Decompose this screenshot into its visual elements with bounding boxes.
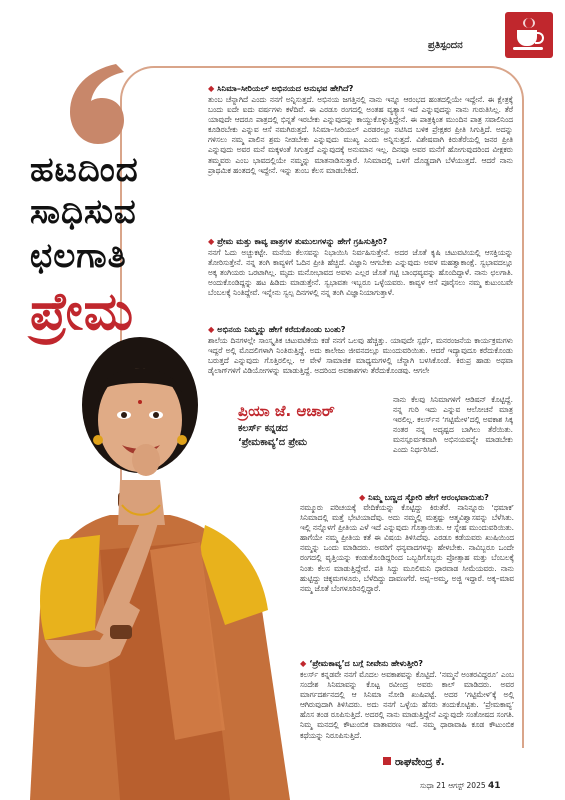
- question-2: ◆ ಪ್ರೇಮ ಮತ್ತು ಕಾವ್ಯ ಪಾತ್ರಗಳ ತುಮುಲಗಳನ್ನು ಹೇಗೆ ಗ್ರಹಿಸುತ್ತೀರಿ?: [208, 236, 388, 246]
- question-1: ◆ ಸಿನಿಮಾ–ಸೀರಿಯಲ್ ಅಭಿನಯದ ಅನುಭವ ಹೇಗಿದೆ?: [208, 83, 354, 93]
- profile-card: [238, 402, 388, 448]
- actress-name: ಪ್ರಿಯಾ ಜೆ. ಆಚಾರ್: [238, 402, 335, 420]
- question-2-text: ಪ್ರೇಮ ಮತ್ತು ಕಾವ್ಯ ಪಾತ್ರಗಳ ತುಮುಲಗಳನ್ನು ಹೇಗೆ ಗ್ರಹಿಸುತ್ತೀರಿ?: [217, 236, 388, 246]
- headline-line-1: ಹಟದಿಂದ: [30, 150, 139, 190]
- magazine-name: ಸುಧಾ: [420, 781, 434, 790]
- answer-3-part-2: ನಾನು ಕೆಲವು ಸಿನಿಮಾಗಳಿಗೆ ಆಡಿಷನ್ ಕೊಟ್ಟಿದ್ದೆ. ನನ್ನ ಗುರಿ ಇದು ಎನ್ನುವ ಆಲೋಚನೆ ಮಾತ್ರ ಇರಲಿಲ್ಲ. ಕಲರ್ಸ್‌ನ ‘ಗಟ್ಟಿಮೇಳ’ದಲ್ಲಿ ಅವಕಾಶ ಸಿಕ್ಕ ನಂತರ ನನ್ನ ಅದೃಷ್ಟದ ಬಾಗಿಲು ತೆರೆಯಿತು. ಮನಸ್ಪೂರ್ವಕವಾಗಿ ಅಭಿನಯವನ್ನೇ ಮಾಡಬೇಕು ಎಂದು ನಿರ್ಧರಿಸಿದೆ.: [393, 395, 513, 455]
- actress-role-line-2: ‘ಪ್ರೇಮಕಾವ್ಯ’ದ ಪ್ರೇಮ: [238, 437, 308, 448]
- answer-5: ಕಲರ್ಸ್ ಕನ್ನಡವೇ ನನಗೆ ಮೊದಲ ಅವಕಾಶವನ್ನು ಕೊಟ್ಟಿದೆ. ‘ನಮ್ಮನೆ ಅಂತರವಿದ್ದರೂ’ ಎಂಬ ಸಂದೇಶ ಸಿನಿಮಾವನ್ನು ಕೊಟ್ಟ ರವೀಂದ್ರ ಅವರು ಕಾಲ್ ಮಾಡಿದರು. ಅವರ ಮಾರ್ಗದರ್ಶನದಲ್ಲಿ ಆ ಸಿನಿಮಾ ನೋಡಿ ಖುಷಿಪಟ್ಟೆ. ಅದರ ‘ಗಟ್ಟಿಮೇಳ’ಕ್ಕೆ ಅಲ್ಲಿ ಆಗಿರುವುದಾಗಿ ತಿಳಿಸಿದರು. ಅದು ನನಗೆ ಒಳ್ಳೆಯ ಹೆಸರು ತಂದುಕೊಟ್ಟಿತು. ‘ಪ್ರೇಮಕಾವ್ಯ’ ಹೊಸ ತಂಡ ರೂಪಿಸುತ್ತಿದೆ. ಅದರಲ್ಲಿ ನಾನು ಮಾಡುತ್ತಿದ್ದೇನೆ ಎನ್ನುವುದೇ ಸಂತೋಷದ ಸಂಗತಿ. ನಿಮ್ಮ ಮನದಲ್ಲಿ ಕೌಟುಂಬಿಕ ವಾತಾವರಣ ಇದೆ. ನಮ್ಮ ಧಾರಾವಾಹಿ ಕೂಡ ಕೌಟುಂಬಿಕ ಕಥೆಯನ್ನು ನಿರೂಪಿಸುತ್ತಿದೆ.: [300, 670, 514, 740]
- question-4: ◆ ನಿಮ್ಮ ಬಣ್ಣದ ಸ್ಟೋರಿ ಹೇಗೆ ಆರಂಭವಾಯಿತು?: [359, 492, 489, 502]
- page-number: 41: [488, 781, 501, 791]
- answer-2: ನನಗೆ ಓದು ಅಚ್ಚುಕಟ್ಟೇ. ಮನೆಯ ಕೆಲಸವನ್ನು ನಿಭಾಯಿಸಿ ನಿರ್ವಹಿಸುತ್ತೇನೆ. ಅದರ ಜೊತೆ ಕೃಷಿ ಚಟುವಟಿಯಲ್ಲಿ ಆಸಕ್ತಿಯನ್ನು ತೋರಿಸುತ್ತೇನೆ. ನನ್ನ ತಂಗಿ ಕಾವ್ಯಳಿಗೆ ಓದಿನ ಪ್ರೀತಿ ಹೆಚ್ಚಿದೆ. ವಿಜ್ಞಾನಿ ಆಗಬೇಕು ಎನ್ನುವುದು ಅವಳ ಮಹತ್ವಾಕಾಂಕ್ಷೆ. ಸ್ವಭಾವದಲ್ಲೂ ಅಕ್ಕ ತಂಗಿಯರು ಒರಟಾಗಿಲ್ಲ. ಮೃದು ಮನೋಭಾವದ ಅವಳು ಎಲ್ಲರ ಜೊತೆ ಗಟ್ಟಿ ಬಾಂಧವ್ಯವನ್ನು ಹೊಂದಿದ್ದಾಳೆ. ನಾನು ಛಲಗಾತಿ. ಅಂದುಕೊಂಡಿದ್ದನ್ನು ಹಟ ಹಿಡಿದು ಮಾಡುತ್ತೇನೆ. ಸ್ವಭಾವತಃ ಇಬ್ಬರೂ ಒಳ್ಳೆಯವರು. ಕಾವ್ಯಳ ಆಸೆ ಪೂರೈಸಲು ನಮ್ಮ ಕುಟುಂಬವೇ ಬೆಂಬಲಕ್ಕೆ ನಿಂತಿದ್ದೇವೆ. ಇನ್ನೇನು ಸ್ವಲ್ಪ ದಿನಗಳಲ್ಲಿ ನನ್ನ ತಂಗಿ ವಿಜ್ಞಾನಿಯಾಗುತ್ತಾಳೆ.: [208, 248, 513, 298]
- quote-mark-icon: [58, 58, 132, 150]
- answer-4: ನಮ್ಮೂರು ಪರಿಚಯಕ್ಕೆ ವೇದಿಕೆಯನ್ನು ಕೊಟ್ಟಿದ್ದು ಕಿರುತೆರೆ. ನಾನಿನ್ನೂರು ‘ಧಮಾಕ’ ಸಿನಿಮಾದಲ್ಲಿ ಮತ್ತೆ ಭೇಟಿಯಾದೆವು. ಅದು ನಮ್ಮಲ್ಲಿ ಮತ್ತಷ್ಟು ಆತ್ಮವಿಶ್ವಾಸವನ್ನು ಬೆಳೆಸಿತು. ಇಲ್ಲಿ ನನ್ನೊಳಗೆ ಪ್ರೀತಿಯ ಎಳೆ ಇದೆ ಎನ್ನುವುದು ಗೊತ್ತಾಯಿತು. ಆ ಸ್ನೇಹ ಮುಂದುವರಿಯಿತು. ಹಾಗೆಯೇ ನಮ್ಮ ಪ್ರೀತಿಯ ಕತೆ ಈ ವಿಷಯ ತಿಳಿಸಿದೆವು. ಎರಡೂ ಕಡೆಯವರು ಖುಷಿಯಿಂದ ನಮ್ಮನ್ನು ಒಂದು ಮಾಡಿದರು. ಅವರಿಗೆ ಧನ್ಯವಾದಗಳನ್ನು ಹೇಳಬೇಕು. ನಾವಿಬ್ಬರೂ ಒಂದೇ ರಂಗದಲ್ಲಿ ವೃತ್ತಿಯನ್ನು ಕಂಡುಕೊಂಡಿದ್ದರಿಂದ ಒಬ್ಬರಿಗೊಬ್ಬರು ಪ್ರೋತ್ಸಾಹ ಮತ್ತು ಬೆಂಬಲಕ್ಕೆ ನಿಂತು ಕೆಲಸ ಮಾಡುತ್ತಿದ್ದೇವೆ. ಪತಿ ಸಿದ್ದು ಮೂಲಿಮನಿ ಧಾರವಾಡ ಸೀಮೆಯವರು. ನಾನು ಹುಟ್ಟಿದ್ದು ಚಿಕ್ಕಮಗಳೂರು, ಬೆಳೆದಿದ್ದು ದಾವಣಗೆರೆ. ಅಪ್ಪ–ಅಮ್ಮ, ಅಜ್ಜಿ ಇದ್ದಾರೆ. ಅಕ್ಕ–ಮಾವ ನಮ್ಮ ಜೊತೆ ಬೆಂಗಳೂರಿನಲ್ಲಿದ್ದಾರೆ.: [300, 503, 514, 593]
- answer-1: ತುಂಬ ಚೆನ್ನಾಗಿದೆ ಎಂದು ನನಗೆ ಅನ್ನಿಸುತ್ತದೆ. ಅಭಿನಯ ಜಗತ್ತಿನಲ್ಲಿ ನಾನು ಇನ್ನೂ ಆರಂಭದ ಹಂತದಲ್ಲಿಯೇ ಇದ್ದೇನೆ. ಈ ಕ್ಷೇತ್ರಕ್ಕೆ ಬಂದು ಐದೇ ಐದು ವರ್ಷಗಳು ಕಳೆದಿವೆ. ಈ ಎರಡೂ ರಂಗದಲ್ಲಿ ಅಂತಹ ವ್ಯತ್ಯಾಸ ಇದೆ ಎನ್ನುವುದನ್ನು ನಾನು ಗುರುತಿಸಿಲ್ಲ. ತೆರೆ ಯಾವುದೇ ಆದರೂ ಪಾತ್ರದಲ್ಲಿ ಭಿನ್ನತೆ ಇರಬೇಕು ಎನ್ನುವುದನ್ನು ಕಾಯ್ದುಕೊಳ್ಳುತ್ತಿದ್ದೇನೆ. ಈ ಪಾತ್ರಕ್ಕಿಂತ ಮುಂದಿನ ಪಾತ್ರ ಸವಾಲಿನಿಂದ ಕೂಡಿರಬೇಕು ಎನ್ನುವ ಆಸೆ ನಮಗಿರುತ್ತದೆ. ಸಿನಿಮಾ–ಸೀರಿಯಲ್ ಎರಡರಲ್ಲೂ ನಟಿಸಿದ ಬಳಿಕ ಪ್ರೇಕ್ಷಕರ ಪ್ರೀತಿ ಸಿಗುತ್ತಿದೆ. ಅದನ್ನು ಗಳಿಸಲು ನಮ್ಮ ಪಾಲಿನ ಶ್ರಮ ನೀಡಬೇಕು ಎನ್ನುವುದು ಮುಖ್ಯ ಎಂದು ಅನ್ನಿಸುತ್ತದೆ. ವಿಶೇಷವಾಗಿ ಕಿರುತೆರೆಯಲ್ಲಿ ಜನರ ಪ್ರೀತಿ ಎನ್ನುವುದು ಅವರ ಮನೆ ಮಕ್ಕಳಂತೆ ಸಿಗುತ್ತದೆ ಎನ್ನುವುದಕ್ಕೆ ಅನುಮಾನ ಇಲ್ಲ. ದಿನವೂ ಅವರ ಮನೆಗೆ ಹೋಗುವುದರಿಂದ ವೀಕ್ಷಕರು ತಮ್ಮವರು ಎಂಬ ಭಾವದಲ್ಲಿಯೇ ನಮ್ಮನ್ನು ಮಾತನಾಡಿಸುತ್ತಾರೆ. ಸಿನಿಮಾದಲ್ಲಿ ಒಳಗೆ ದೊಡ್ಡದಾಗಿ ಬೆಳೆಯುತ್ತದೆ. ಆದರೆ ನಾನು ಪ್ರಾಥಮಿಕ ಹಂತದಲ್ಲಿ ಇದ್ದೇನೆ. ಇನ್ನು ತುಂಬ ಕೆಲಸ ಮಾಡಬೇಕಿದೆ.: [208, 95, 513, 175]
- headline-line-3: ಛಲಗಾತಿ: [30, 236, 127, 276]
- coffee-cup-logo: [505, 12, 553, 58]
- page-footer: [420, 781, 501, 791]
- headline-line-2: ಸಾಧಿಸುವ: [30, 192, 137, 232]
- question-5: ◆ ‘ಪ್ರೇಮಕಾವ್ಯ’ದ ಬಗ್ಗೆ ನೀವೇನು ಹೇಳುತ್ತೀರಿ?: [300, 658, 424, 668]
- actress-role-line-1: ಕಲರ್ಸ್ ಕನ್ನಡದ: [238, 423, 288, 434]
- question-1-text: ಸಿನಿಮಾ–ಸೀರಿಯಲ್ ಅಭಿನಯದ ಅನುಭವ ಹೇಗಿದೆ?: [217, 83, 354, 93]
- question-4-text: ನಿಮ್ಮ ಬಣ್ಣದ ಸ್ಟೋರಿ ಹೇಗೆ ಆರಂಭವಾಯಿತು?: [368, 492, 489, 502]
- question-3: ◆ ಅಭಿನಯ ನಿಮ್ಮನ್ನು ಹೇಗೆ ಕರೆದುಕೊಂಡು ಬಂತು?: [208, 324, 346, 334]
- section-label: ಪ್ರತಿಸ್ಪಂದನ: [428, 40, 463, 51]
- question-3-text: ಅಭಿನಯ ನಿಮ್ಮನ್ನು ಹೇಗೆ ಕರೆದುಕೊಂಡು ಬಂತು?: [217, 324, 346, 334]
- answer-3-part-1: ಶಾಲೆಯ ದಿನಗಳಲ್ಲೇ ಸಾಂಸ್ಕೃತಿಕ ಚಟುವಟಿಕೆಯ ಕಡೆ ನನಗೆ ಒಲವು ಹೆಚ್ಚಿತ್ತು. ಯಾವುದೇ ಸ್ಪರ್ಧೆ, ಮನರಂಜನೆಯ ಕಾರ್ಯಕ್ರಮಗಳು ಇದ್ದರೆ ಅಲ್ಲಿ ಮೊದಲಿಗಳಾಗಿ ನಿಂತಿರುತ್ತಿದ್ದೆ. ಅದು ಕಾಲೇಜು ಜೀವನದಲ್ಲೂ ಮುಂದುವರಿಯಿತು. ಆದರೆ ಇದ್ಯಾವುದೂ ಕರೆದುಕೊಂಡು ಬರುತ್ತದೆ ಎನ್ನುವುದು ಗೊತ್ತಿರಲಿಲ್ಲ. ಆ ವೇಳೆ ಸಾಮಾಜಿಕ ಮಾಧ್ಯಮಗಳಲ್ಲಿ ಚೆನ್ನಾಗಿ ಬಳಸಿಕೊಂಡೆ. ಕಿರುಪ್ರ ಹಾಡು ಅಥವಾ ಡೈಲಾಗ್‌ಗಳಿಗೆ ವಿಡಿಯೋಗಳನ್ನು ಮಾಡುತ್ತಿದ್ದೆ. ಅದರಿಂದ ಅವಕಾಶಗಳು ತೆರೆದುಕೊಂಡವು. ಆಗಲೇ: [208, 336, 513, 376]
- actress-photo: [0, 310, 300, 800]
- byline-text: ರಾಘವೇಂದ್ರ ಕೆ.: [395, 757, 445, 768]
- question-5-text: ‘ಪ್ರೇಮಕಾವ್ಯ’ದ ಬಗ್ಗೆ ನೀವೇನು ಹೇಳುತ್ತೀರಿ?: [309, 658, 424, 668]
- headline-line-4: ಪ್ರೇಮ: [30, 282, 135, 342]
- byline: [383, 757, 445, 768]
- issue-date: 21 ಆಗಸ್ಟ್ 2025: [436, 781, 486, 790]
